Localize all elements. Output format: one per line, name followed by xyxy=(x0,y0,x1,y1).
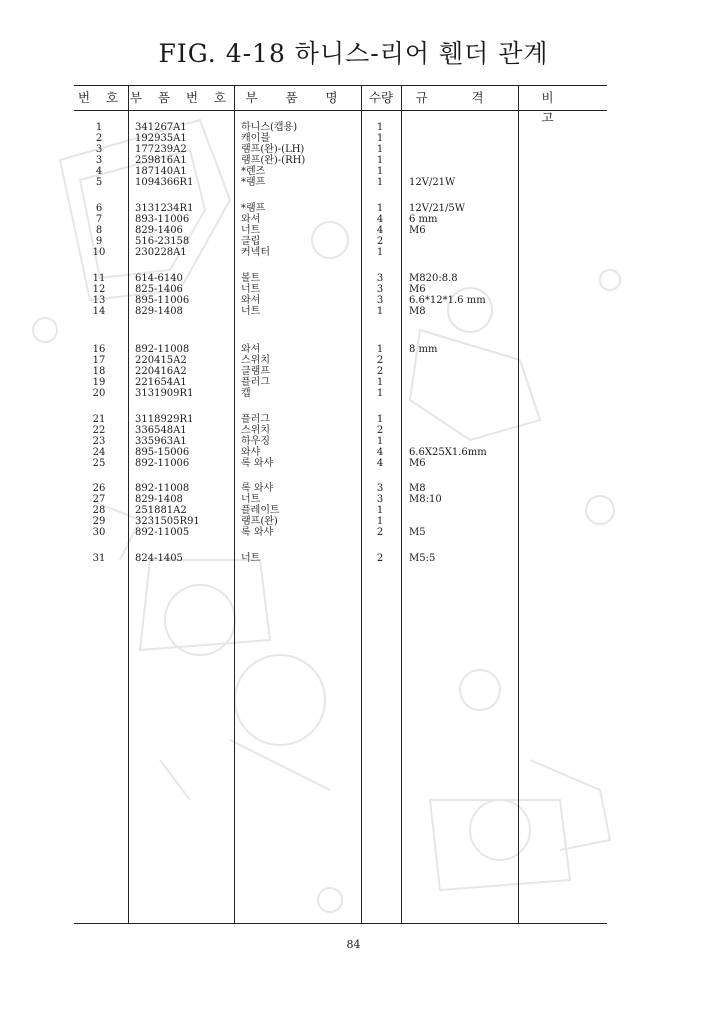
cell-item-no: 1 xyxy=(95,122,103,133)
cell-qty: 1 xyxy=(376,344,384,355)
cell-qty: 4 xyxy=(376,458,384,469)
table-row xyxy=(0,388,707,399)
cell-part-no: 829-1406 xyxy=(135,225,183,236)
cell-qty: 3 xyxy=(376,483,384,494)
table-top-rule xyxy=(74,85,607,86)
table-row xyxy=(0,414,707,425)
cell-part-no: 335963A1 xyxy=(135,436,187,447)
cell-part-name: 너트 xyxy=(241,306,261,317)
cell-qty: 1 xyxy=(376,166,384,177)
header-qty: 수량 xyxy=(368,90,394,105)
cell-part-name: 램프(완)-(LH) xyxy=(241,144,305,155)
cell-spec: M8 xyxy=(409,483,426,494)
table-row xyxy=(0,214,707,225)
cell-qty: 1 xyxy=(376,144,384,155)
cell-qty: 3 xyxy=(376,295,384,306)
cell-qty: 2 xyxy=(376,236,384,247)
table-row xyxy=(0,366,707,377)
cell-item-no: 17 xyxy=(92,355,106,366)
cell-part-no: 251881A2 xyxy=(135,505,187,516)
cell-part-name: 너트 xyxy=(241,553,261,564)
cell-qty: 1 xyxy=(376,247,384,258)
cell-item-no: 19 xyxy=(92,377,106,388)
cell-item-no: 6 xyxy=(95,203,103,214)
cell-qty: 4 xyxy=(376,214,384,225)
cell-qty: 1 xyxy=(376,505,384,516)
cell-spec: M5 xyxy=(409,527,426,538)
table-row xyxy=(0,155,707,166)
cell-spec: M8 xyxy=(409,306,426,317)
cell-item-no: 5 xyxy=(95,177,103,188)
cell-item-no: 25 xyxy=(92,458,106,469)
cell-qty: 3 xyxy=(376,273,384,284)
cell-part-name: 플러그 xyxy=(241,414,270,425)
cell-item-no: 7 xyxy=(95,214,103,225)
cell-part-no: 895-11006 xyxy=(135,295,190,306)
cell-part-no: 220415A2 xyxy=(135,355,187,366)
cell-part-no: 221654A1 xyxy=(135,377,187,388)
page-number: 84 xyxy=(346,938,361,951)
cell-item-no: 20 xyxy=(92,388,106,399)
cell-part-no: 187140A1 xyxy=(135,166,187,177)
cell-part-name: 램프(완) xyxy=(241,516,278,527)
cell-item-no: 22 xyxy=(92,425,106,436)
cell-part-name: 와셔 xyxy=(241,295,261,306)
table-row xyxy=(0,516,707,527)
cell-part-name: *램프 xyxy=(241,177,266,188)
table-row xyxy=(0,425,707,436)
cell-part-name: *램프 xyxy=(241,203,266,214)
table-row xyxy=(0,494,707,505)
cell-qty: 4 xyxy=(376,225,384,236)
table-bottom-rule xyxy=(74,923,607,924)
cell-part-no: 336548A1 xyxy=(135,425,187,436)
table-row xyxy=(0,553,707,564)
cell-item-no: 8 xyxy=(95,225,103,236)
header-remarks: 비 고 xyxy=(541,90,584,125)
cell-spec: M8:10 xyxy=(409,494,442,505)
cell-part-no: 259816A1 xyxy=(135,155,187,166)
cell-part-no: 3131234R1 xyxy=(135,203,194,214)
cell-part-no: 829-1408 xyxy=(135,494,183,505)
cell-part-no: 895-15006 xyxy=(135,447,190,458)
cell-part-name: 클립 xyxy=(241,236,261,247)
cell-part-name: 와셔 xyxy=(241,344,261,355)
cell-part-no: 516-23158 xyxy=(135,236,190,247)
cell-spec: 12V/21/5W xyxy=(409,203,466,214)
table-row xyxy=(0,225,707,236)
cell-item-no: 10 xyxy=(92,247,106,258)
cell-item-no: 3 xyxy=(95,155,103,166)
cell-qty: 1 xyxy=(376,155,384,166)
cell-part-name: 와샤 xyxy=(241,447,261,458)
cell-qty: 1 xyxy=(376,122,384,133)
cell-qty: 2 xyxy=(376,355,384,366)
table-row xyxy=(0,295,707,306)
cell-part-no: 825-1406 xyxy=(135,284,183,295)
cell-item-no: 12 xyxy=(92,284,106,295)
cell-part-name: 클램프 xyxy=(241,366,270,377)
cell-item-no: 28 xyxy=(92,505,106,516)
header-no: 번 호 xyxy=(77,90,125,105)
cell-part-no: 892-11008 xyxy=(135,483,190,494)
cell-item-no: 26 xyxy=(92,483,106,494)
table-row xyxy=(0,483,707,494)
cell-qty: 1 xyxy=(376,436,384,447)
cell-spec: M820:8.8 xyxy=(409,273,458,284)
cell-spec: M6 xyxy=(409,458,426,469)
cell-part-name: 너트 xyxy=(241,284,261,295)
cell-part-name: 플러그 xyxy=(241,377,270,388)
page-title: FIG. 4-18 하니스-리어 휀더 관계 xyxy=(158,39,549,68)
cell-qty: 1 xyxy=(376,377,384,388)
cell-part-no: 892-11008 xyxy=(135,344,190,355)
cell-qty: 2 xyxy=(376,366,384,377)
cell-part-name: 록 와샤 xyxy=(241,483,274,494)
cell-spec: M5:5 xyxy=(409,553,436,564)
cell-spec: M6 xyxy=(409,225,426,236)
cell-part-name: 너트 xyxy=(241,225,261,236)
cell-part-no: 892-11005 xyxy=(135,527,190,538)
cell-qty: 1 xyxy=(376,516,384,527)
cell-item-no: 14 xyxy=(92,306,106,317)
cell-item-no: 4 xyxy=(95,166,103,177)
cell-part-name: 플레이트 xyxy=(241,505,280,516)
cell-part-name: 스위치 xyxy=(241,355,270,366)
cell-item-no: 31 xyxy=(92,553,106,564)
cell-spec: 6.6X25X1.6mm xyxy=(409,447,487,458)
cell-part-name: 록 와샤 xyxy=(241,527,274,538)
cell-qty: 1 xyxy=(376,388,384,399)
table-row xyxy=(0,344,707,355)
table-row xyxy=(0,122,707,133)
table-row xyxy=(0,377,707,388)
cell-qty: 1 xyxy=(376,414,384,425)
cell-item-no: 23 xyxy=(92,436,106,447)
cell-spec: M6 xyxy=(409,284,426,295)
cell-part-no: 3231505R91 xyxy=(135,516,200,527)
cell-item-no: 16 xyxy=(92,344,106,355)
table-row xyxy=(0,284,707,295)
table-row xyxy=(0,306,707,317)
cell-item-no: 29 xyxy=(92,516,106,527)
table-row xyxy=(0,273,707,284)
cell-part-no: 341267A1 xyxy=(135,122,187,133)
cell-qty: 1 xyxy=(376,177,384,188)
cell-part-name: 캡 xyxy=(241,388,251,399)
cell-part-name: 캐이블 xyxy=(241,133,270,144)
table-row xyxy=(0,458,707,469)
cell-part-name: 하니스(캡용) xyxy=(241,122,298,133)
table-row xyxy=(0,355,707,366)
cell-qty: 4 xyxy=(376,447,384,458)
cell-qty: 2 xyxy=(376,425,384,436)
table-row xyxy=(0,166,707,177)
cell-item-no: 13 xyxy=(92,295,106,306)
cell-qty: 3 xyxy=(376,284,384,295)
header-part-name: 부 품 명 xyxy=(245,90,350,105)
cell-part-name: 램프(완)-(RH) xyxy=(241,155,306,166)
table-row xyxy=(0,247,707,258)
cell-spec: 12V/21W xyxy=(409,177,456,188)
header-spec: 규 격 xyxy=(415,90,504,105)
cell-qty: 3 xyxy=(376,494,384,505)
table-row xyxy=(0,436,707,447)
cell-qty: 2 xyxy=(376,527,384,538)
cell-part-no: 829-1408 xyxy=(135,306,183,317)
table-row xyxy=(0,144,707,155)
cell-part-no: 892-11006 xyxy=(135,458,190,469)
cell-item-no: 2 xyxy=(95,133,103,144)
cell-part-no: 1094366R1 xyxy=(135,177,194,188)
cell-item-no: 9 xyxy=(95,236,103,247)
cell-part-no: 230228A1 xyxy=(135,247,187,258)
cell-part-name: *렌즈 xyxy=(241,166,266,177)
cell-part-name: 하우징 xyxy=(241,436,270,447)
cell-qty: 1 xyxy=(376,133,384,144)
table-row xyxy=(0,133,707,144)
table-row xyxy=(0,236,707,247)
cell-part-no: 824-1405 xyxy=(135,553,183,564)
cell-part-name: 와셔 xyxy=(241,214,261,225)
cell-part-no: 3131909R1 xyxy=(135,388,194,399)
cell-part-name: 록 와샤 xyxy=(241,458,274,469)
table-row xyxy=(0,447,707,458)
cell-part-name: 커넥터 xyxy=(241,247,270,258)
cell-item-no: 21 xyxy=(92,414,106,425)
cell-item-no: 30 xyxy=(92,527,106,538)
header-part-no: 부 품 번 호 xyxy=(129,90,233,105)
table-row xyxy=(0,177,707,188)
cell-part-no: 192935A1 xyxy=(135,133,187,144)
table-row xyxy=(0,505,707,516)
cell-spec: 6.6*12*1.6 mm xyxy=(409,295,486,306)
table-row xyxy=(0,527,707,538)
cell-item-no: 24 xyxy=(92,447,106,458)
cell-part-no: 3118929R1 xyxy=(135,414,194,425)
cell-part-no: 614-6140 xyxy=(135,273,183,284)
table-row xyxy=(0,203,707,214)
cell-spec: 6 mm xyxy=(409,214,438,225)
cell-part-name: 볼트 xyxy=(241,273,261,284)
cell-item-no: 18 xyxy=(92,366,106,377)
cell-qty: 1 xyxy=(376,203,384,214)
cell-item-no: 3 xyxy=(95,144,103,155)
cell-qty: 1 xyxy=(376,306,384,317)
cell-spec: 8 mm xyxy=(409,344,438,355)
cell-part-no: 893-11006 xyxy=(135,214,190,225)
cell-item-no: 11 xyxy=(92,273,106,284)
cell-item-no: 27 xyxy=(92,494,106,505)
cell-part-name: 너트 xyxy=(241,494,261,505)
cell-part-name: 스위치 xyxy=(241,425,270,436)
cell-part-no: 220416A2 xyxy=(135,366,187,377)
cell-qty: 2 xyxy=(376,553,384,564)
cell-part-no: 177239A2 xyxy=(135,144,187,155)
